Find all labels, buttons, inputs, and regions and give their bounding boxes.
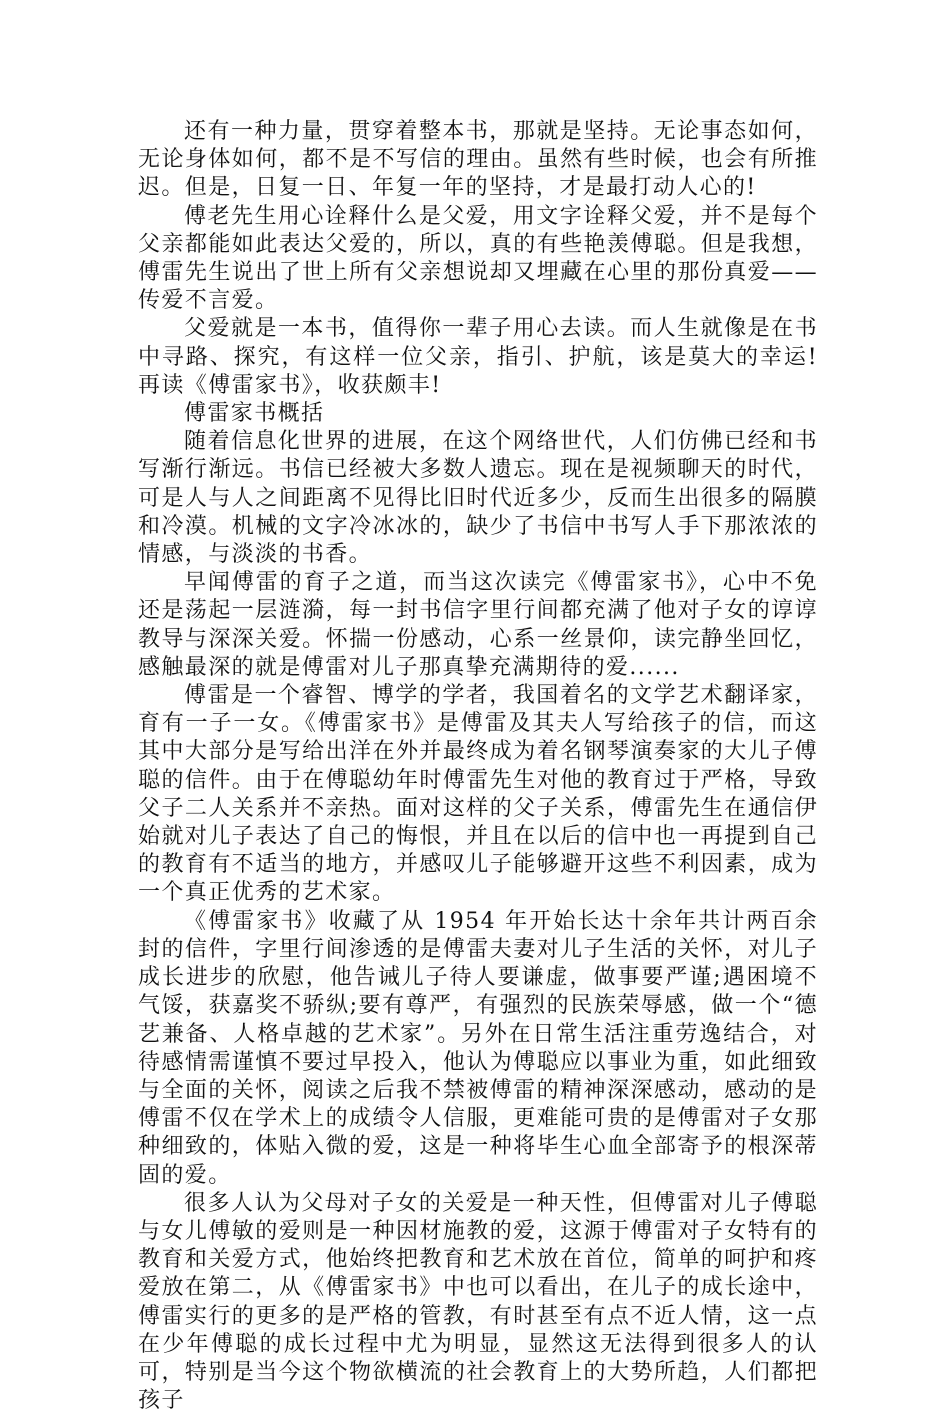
section-heading: 傅雷家书概括	[184, 401, 325, 427]
paragraph-book-of-love: 父爱就是一本书，值得你一辈子用心去读。而人生就像是在书中寻路、探究，有这样一位父亲，指引、护航，该是莫大的幸运!再读《傅雷家书》，收获颇丰!	[138, 316, 818, 398]
paragraph-perseverance: 还有一种力量，贯穿着整本书，那就是坚持。无论事态如何，无论身体如何，都不是不写信的理由。虽然有些时候，也会有所推迟。但是，日复一日、年复一年的坚持，才是最打动人心的!	[138, 119, 818, 201]
paragraph-letters-collection: 《傅雷家书》收藏了从 1954 年开始长达十余年共计两百余封的信件，字里行间渗透的是傅雷夫妻对儿子生活的关怀，对儿子成长进步的欣慰，他告诫儿子待人要谦虚，做事要严谨;遇困境不气馁，获嘉奖不骄纵;要有尊严，有强烈的民族荣辱感，做一个“德艺兼备、人格卓越的艺术家”。另外在日常生活注重劳逸结合，对待感情需谨慎不要过早投入，他认为傅聪应以事业为重，如此细致与全面的关怀，阅读之后我不禁被傅雷的精神深深感动，感动的是傅雷不仅在学术上的成绩令人信服，更难能可贵的是傅雷对子女那种细致的，体贴入微的爱，这是一种将毕生心血全部寄予的根深蒂固的爱。	[138, 908, 818, 1188]
paragraph-information-age: 随着信息化世界的进展，在这个网络世代，人们仿佛已经和书写渐行渐远。书信已经被大多数人遗忘。现在是视频聊天的时代，可是人与人之间距离不见得比旧时代近多少，反而生出很多的隔膜和冷漠。机械的文字冷冰冰的，缺少了书信中书写人手下那浓浓的情感，与淡淡的书香。	[138, 429, 818, 568]
paragraph-fu-lei-intro: 傅雷是一个睿智、博学的学者，我国着名的文学艺术翻译家，育有一子一女。《傅雷家书》是傅雷及其夫人写给孩子的信，而这其中大部分是写给出洋在外并最终成为着名钢琴演奏家的大儿子傅聪的信件。由于在傅聪幼年时傅雷先生对他的教育过于严格，导致父子二人关系并不亲热。面对这样的父子关系，傅雷先生在通信伊始就对儿子表达了自己的悔恨，并且在以后的信中也一再提到自己的教育有不适当的地方，并感叹儿子能够避开这些不利因素，成为一个真正优秀的艺术家。	[138, 683, 818, 906]
paragraph-teaching-by-aptitude: 很多人认为父母对子女的关爱是一种天性，但傅雷对儿子傅聪与女儿傅敏的爱则是一种因材施教的爱，这源于傅雷对子女特有的教育和关爱方式，他始终把教育和艺术放在首位，简单的呵护和疼爱放在第二，从《傅雷家书》中也可以看出，在儿子的成长途中，傅雷实行的更多的是严格的管教，有时甚至有点不近人情，这一点在少年傅聪的成长过程中尤为明显，显然这无法得到很多人的认可，特别是当今这个物欲横流的社会教育上的大势所趋，人们都把孩子	[138, 1190, 818, 1414]
paragraph-fatherly-love: 傅老先生用心诠释什么是父爱，用文字诠释父爱，并不是每个父亲都能如此表达父爱的，所以，真的有些艳羡傅聪。但是我想，傅雷先生说出了世上所有父亲想说却又埋藏在心里的那份真爱——传爱不言爱。	[138, 203, 818, 314]
document-page	[138, 118, 818, 1415]
paragraph-parenting-way: 早闻傅雷的育子之道，而当这次读完《傅雷家书》，心中不免还是荡起一层涟漪，每一封书信字里行间都充满了他对子女的谆谆教导与深深关爱。怀揣一份感动，心系一丝景仰，读完静坐回忆，感触最深的就是傅雷对儿子那真挚充满期待的爱......	[138, 570, 818, 680]
